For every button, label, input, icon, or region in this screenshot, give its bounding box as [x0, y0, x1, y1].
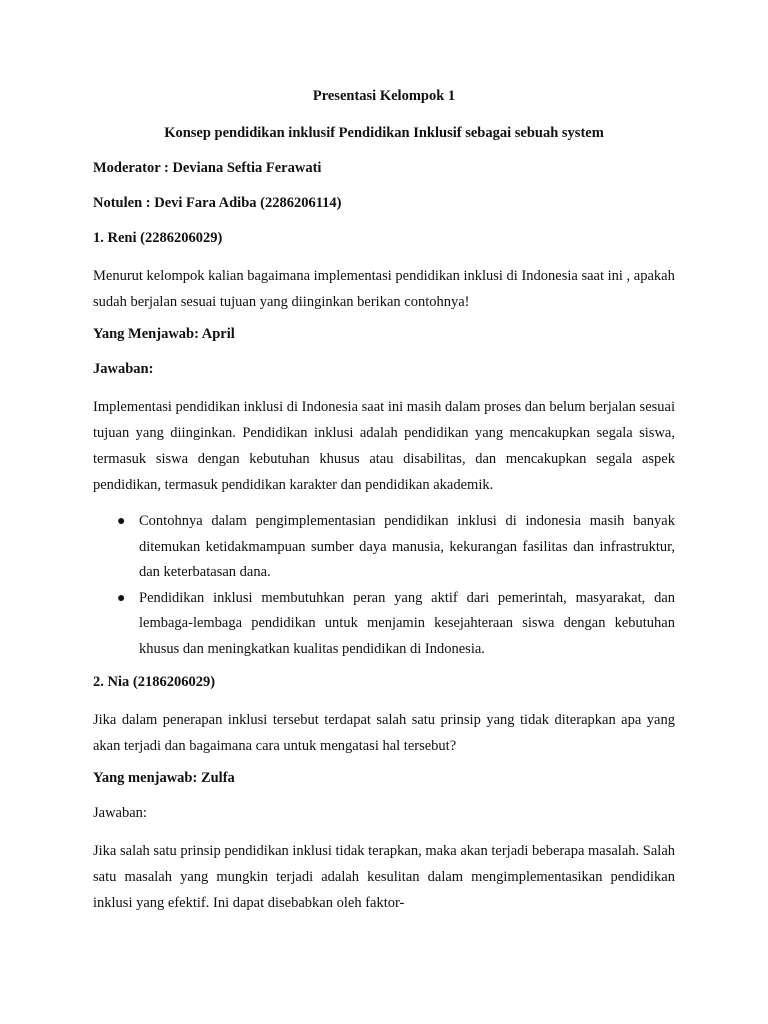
question-1-text: Menurut kelompok kalian bagaimana implementasi pendidikan inklusi di Indonesia saat ini , apakah sudah berjalan sesuai tujuan yang diinginkan berikan contohnya! [93, 268, 675, 310]
document-body [93, 86, 675, 927]
bullet-item [93, 509, 675, 586]
question-2-answer: Jika salah satu prinsip pendidikan inklusi tidak terapkan, maka akan terjadi beberapa masalah. Salah satu masalah yang mungkin terjadi adalah kesulitan dalam mengimplementasikan pendidikan inklusi yang efektif. Ini dapat disebabkan oleh faktor- [93, 843, 675, 911]
notulen-line: Notulen : Devi Fara Adiba (2286206114) [93, 195, 342, 211]
bullet-text: Pendidikan inklusi membutuhkan peran yang aktif dari pemerintah, masyarakat, dan lembaga-lembaga pendidikan untuk menjamin kesejahteraan siswa dengan kebutuhan khusus dan meningkatkan kualitas pendidikan di Indonesia. [139, 589, 675, 657]
bullet-text: Contohnya dalam pengimplementasian pendidikan inklusi di indonesia masih banyak ditemukan ketidakmampuan sumber daya manusia, kekurangan fasilitas dan infrastruktur, dan keterbatasan dana. [139, 513, 675, 580]
bullet-item [93, 586, 675, 663]
question-1-heading: 1. Reni (2286206029) [93, 230, 223, 246]
document-subtitle: Konsep pendidikan inklusif Pendidikan Inklusif sebagai sebuah system [164, 125, 604, 141]
question-2-answer-label: Jawaban: [93, 805, 147, 821]
question-1-bullet-list [93, 509, 675, 662]
question-2-heading: 2. Nia (2186206029) [93, 674, 216, 690]
document-title: Presentasi Kelompok 1 [312, 88, 456, 104]
question-2-text: Jika dalam penerapan inklusi tersebut terdapat salah satu prinsip yang tidak diterapkan apa yang akan terjadi dan bagaimana cara untuk mengatasi hal tersebut? [93, 712, 675, 754]
question-1-answer: Implementasi pendidikan inklusi di Indonesia saat ini masih dalam proses dan belum berjalan sesuai tujuan yang diinginkan. Pendidikan inklusi adalah pendidikan yang mencakupkan segala siswa, termasuk siswa dengan kebutuhan khusus atau disabilitas, dan mencakupkan segala aspek pendidikan, termasuk pendidikan karakter dan pendidikan akademik. [93, 399, 675, 493]
bullet-icon: ● [117, 514, 126, 529]
moderator-line: Moderator : Deviana Seftia Ferawati [93, 160, 322, 176]
question-1-answerer: Yang Menjawab: April [93, 326, 235, 342]
question-2-answerer: Yang menjawab: Zulfa [93, 770, 235, 786]
bullet-icon: ● [117, 590, 126, 606]
question-1-answer-label: Jawaban: [93, 361, 154, 377]
